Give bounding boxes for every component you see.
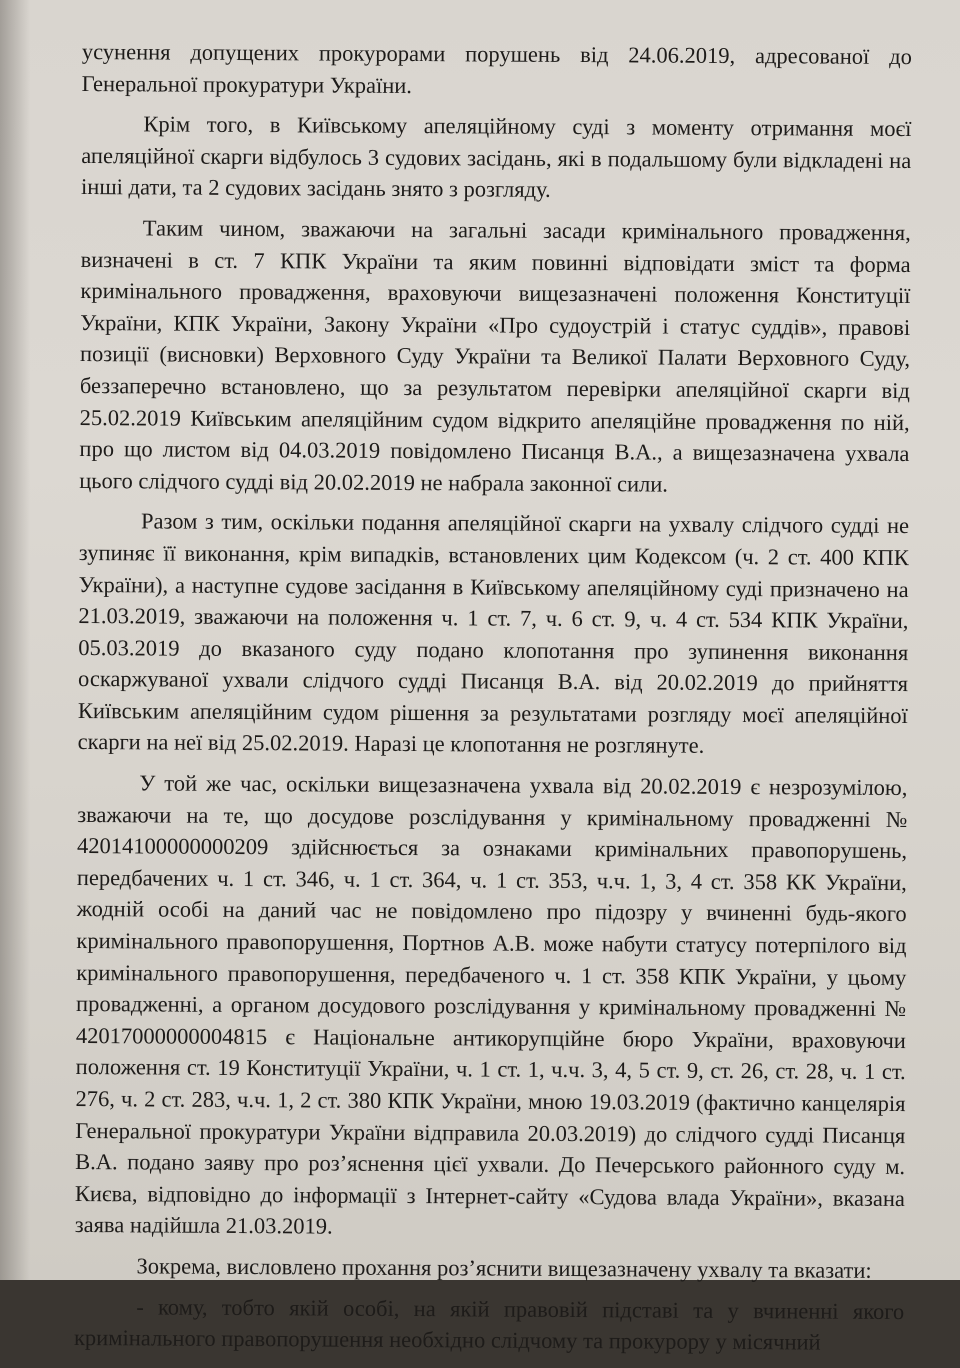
paragraph-specifically: Зокрема, висловлено прохання роз’яснити вищезазначену ухвалу та вказати: [136, 1253, 872, 1283]
paragraph-continuation: усунення допущених прокурорами порушень від 24.06.2019, адресованої до Генеральної прокуратури України. [81, 38, 912, 98]
page-edge-shadow [0, 0, 30, 1280]
paragraph-suspension-motion: Разом з тим, оскільки подання апеляційної скарги на ухвалу слідчого судді не зупиняє її виконання, крім випадків, встановлених цим Кодексом (ч. 2 ст. 400 КПК України), а наступне судове засідання в Київському апеляційному суді призначено на 21.03.2019, зважаючи на положення ч. 1 ст. 7, ч. 6 ст. 9, ч. 4 ст. 534 КПК України, 05.03.2019 до вказаного суду подано клопотання про зупинення виконання оскаржуваної ухвали слідчого судді Писанця В.А. від 20.02.2019 до прийняття Київським апеляційним судом рішення за результатами розгляду моєї апеляційної скарги на неї від 25.02.2019. Наразі це клопотання не розглянуте. [77, 508, 910, 759]
document-body [74, 36, 912, 1368]
paragraph-clarification-request: У той же час, оскільки вищезазначена ухвала від 20.02.2019 є незрозумілою, зважаючи на те, що досудове розслідування у кримінальному провадженні № 42014100000000209 здійснюється за ознаками кримінальних правопорушень, передбачених ч. 1 ст. 346, ч. 1 ст. 364, ч. 1 ст. 353, ч.ч. 1, 3, 4 ст. 358 КК України, жодній особі на даний час не повідомлено про підозру у вчиненні будь-якого кримінального правопорушення, Портнов А.В. може набути статусу потерпілого від кримінального правопорушення, передбаченого ч. 1 ст. 358 КПК України, у цьому провадженні, а органом досудового розслідування у кримінальному провадженні № 42017000000004815 є Національне антикорупційне бюро України, враховуючи положення ст. 19 Конституції України, ч. 1 ст. 1, ч.ч. 3, 4, 5 ст. 9, ст. 26, ст. 28, ч. 1 ст. 276, ч. 2 ст. 283, ч.ч. 1, 2 ст. 380 КПК України, мною 19.03.2019 (фактично канцелярія Генеральної прокуратури України відправила 20.03.2019) до слідчого судді Писанця В.А. подано заяву про роз’яснення цієї ухвали. До Печерського районного суду м. Києва, відповідно до інформації з Інтернет-сайту «Судова влада України», вказана заява надійшла 21.03.2019. [74, 770, 908, 1239]
paragraph-conclusion: Таким чином, зважаючи на загальні засади кримінального провадження, визначені в ст. 7 КПК України та яким повинні відповідати зміст та форма кримінального провадження, враховуючи вищезазначені положення Конституції України, КПК України, Закону України «Про судоустрій і статус суддів», правові позиції (висновки) Верховного Суду України та Великої Палати Верховного Суду, беззаперечно встановлено, що за результатом перевірки апеляційної скарги від 25.02.2019 Київським апеляційним судом відкрито апеляційне провадження по ній, про що листом від 04.03.2019 повідомлено Писанця В.А., а вищезазначена ухвала цього слідчого судді від 20.02.2019 не набрала законної сили. [79, 215, 911, 497]
paragraph-list-item: - кому, тобто якій особі, на якій правовій підставі та у вчиненні якого кримінального правопорушення необхідно слідчому та прокурору у місячний [73, 1293, 905, 1355]
paragraph-court-sessions: Крім того, в Київському апеляційному суді з моменту отримання моєї апеляційної скарги відбулось 3 судових засідань, які в подальшому були відкладені на інші дати, та 2 судових засідань знято з розгляду. [81, 111, 912, 203]
